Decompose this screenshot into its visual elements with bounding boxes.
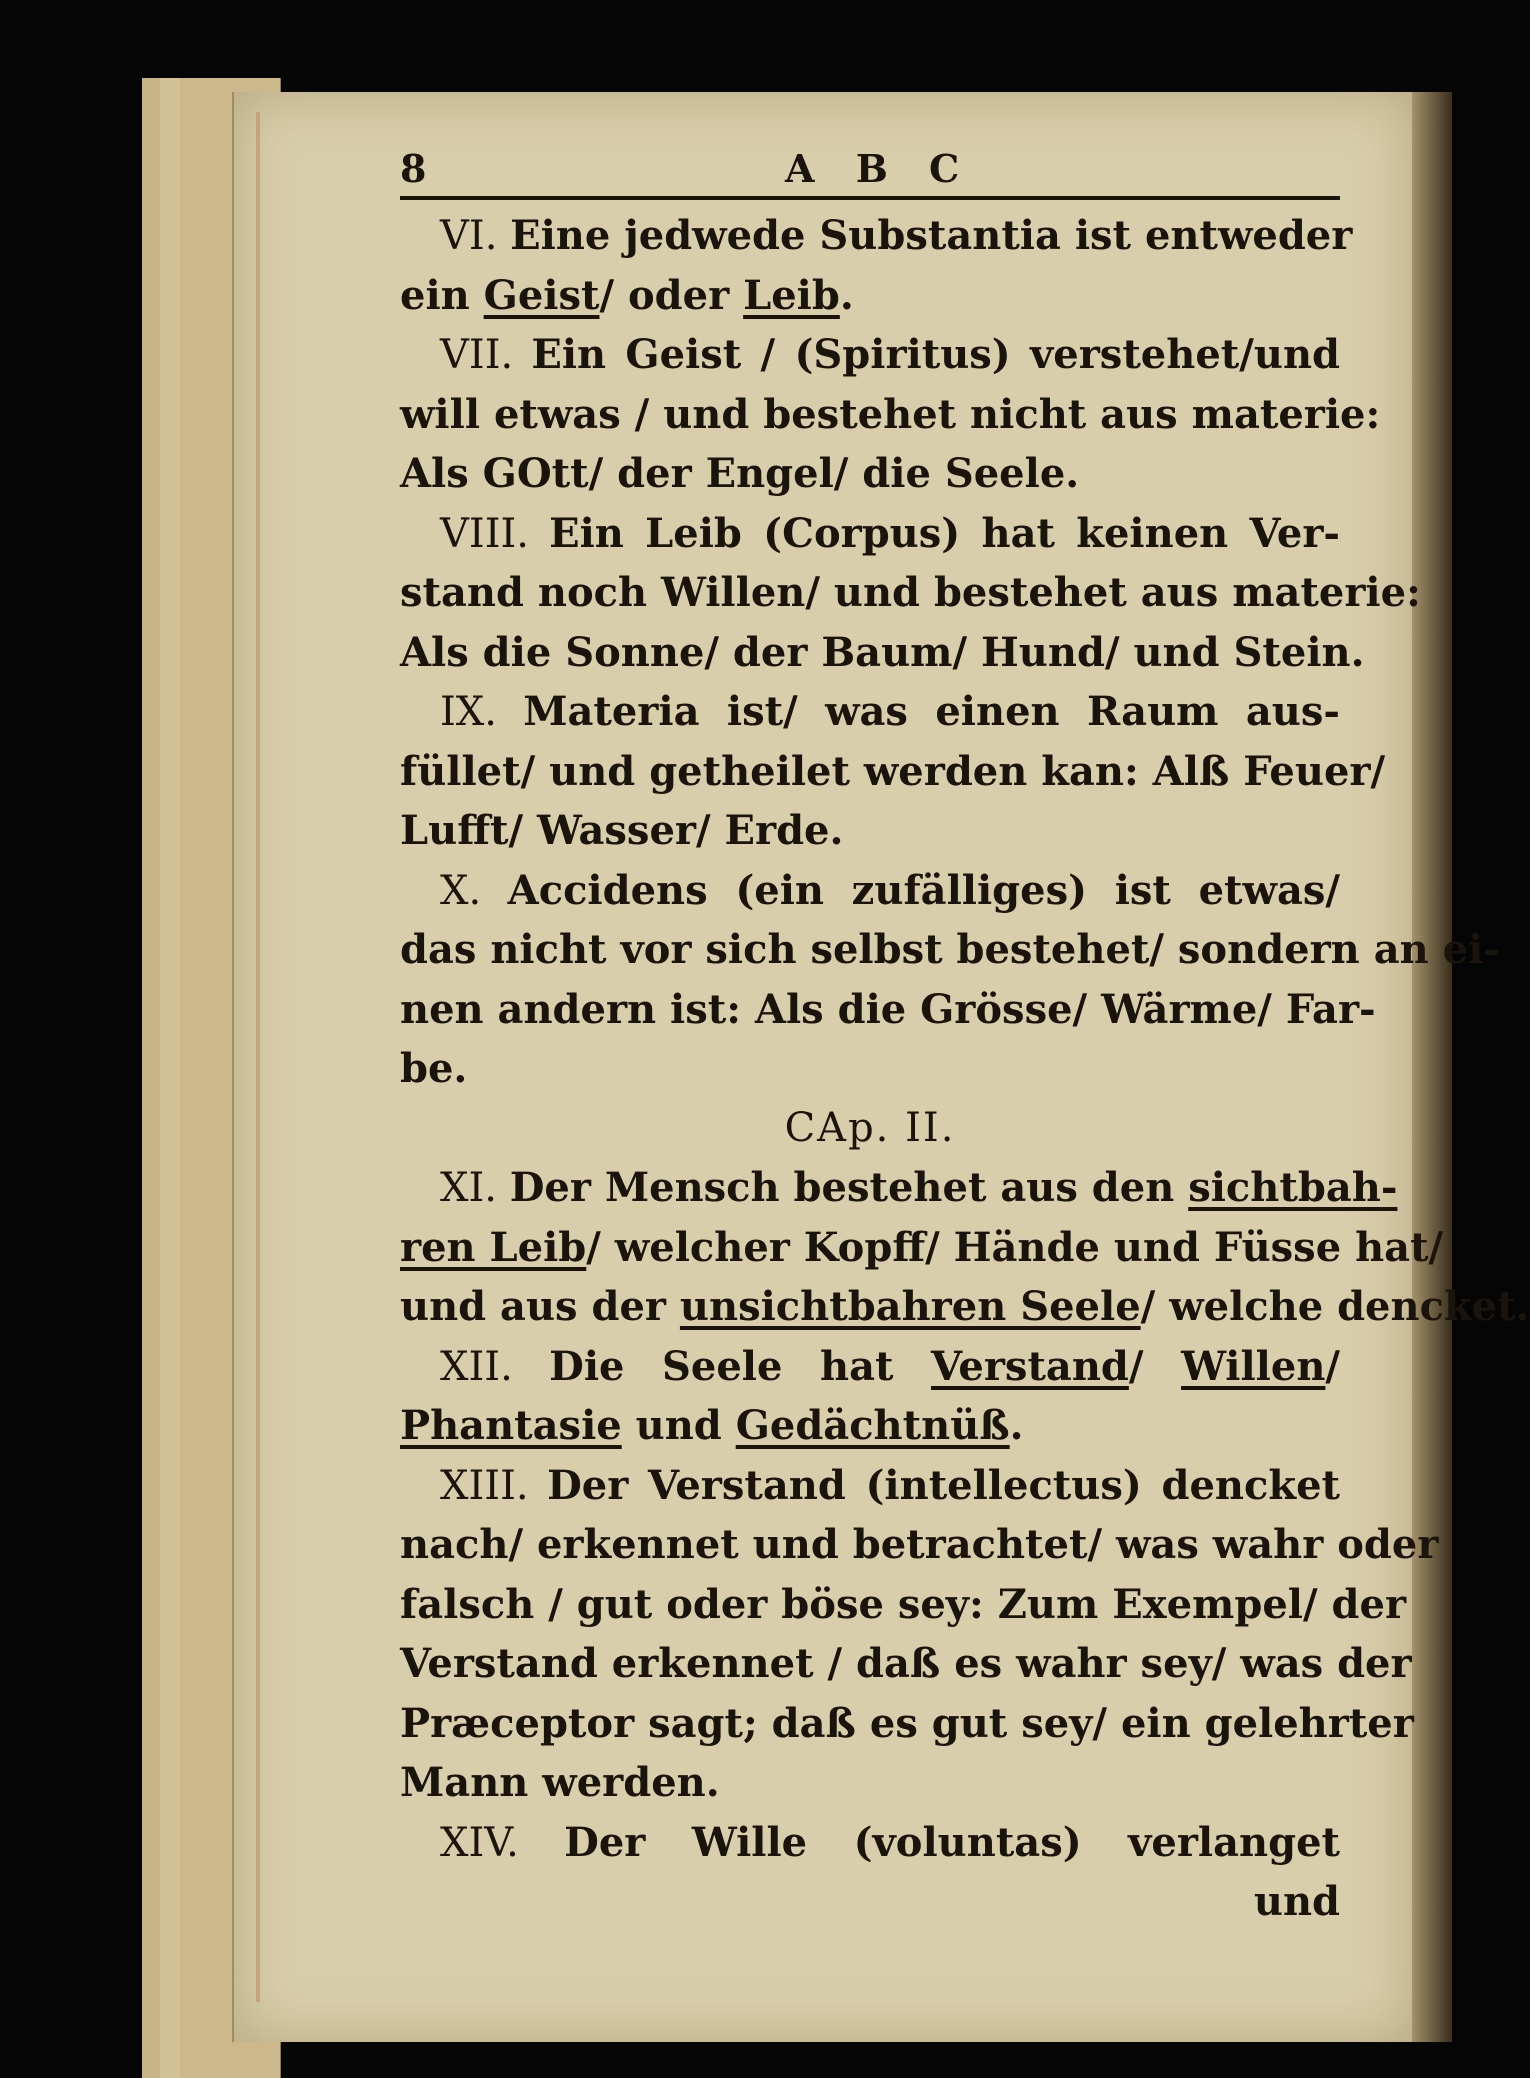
paragraph-number: VIII. <box>440 510 550 557</box>
text-line <box>400 1634 1412 1694</box>
text-segment: Ein Geist / (Spiritus) verstehet/und <box>531 331 1341 378</box>
underlined-text: unsichtbahren Seele <box>679 1283 1141 1330</box>
text-segment: will etwas / und bestehet nicht aus materie: <box>400 390 1381 438</box>
text-segment: Der Wille (voluntas) verlanget <box>564 1818 1340 1866</box>
text-segment: ein <box>400 271 484 319</box>
underlined-text: Leib <box>743 271 840 319</box>
text-line <box>400 1694 1414 1754</box>
chapter-heading <box>400 1099 1340 1159</box>
text-line <box>400 1753 1340 1813</box>
text-segment: . <box>839 271 854 319</box>
text-segment: / <box>1325 1342 1341 1390</box>
text-segment: Lufft/ Wasser/ Erde. <box>400 807 844 854</box>
text-segment: / welche dencket. <box>1140 1283 1530 1330</box>
text-line <box>400 266 1340 326</box>
text-segment: Verstand erkennet / daß es wahr sey/ was der <box>400 1640 1412 1687</box>
text-line <box>400 980 1376 1040</box>
text-line <box>400 1277 1530 1337</box>
paragraph-number: XIII. <box>440 1462 548 1509</box>
body-text <box>400 206 1530 1932</box>
text-segment: / welcher Kopff/ Hände und Füsse hat/ <box>586 1223 1444 1271</box>
text-line <box>400 563 1421 623</box>
text-segment: nach/ erkennet und betrachtet/ was wahr oder <box>400 1521 1439 1568</box>
paragraph-number: X. <box>440 867 508 914</box>
text-segment: Eine jedwede Substantia ist entweder <box>510 212 1353 259</box>
text-segment: stand noch Willen/ und bestehet aus materie: <box>400 569 1421 616</box>
text-line <box>400 1575 1407 1635</box>
text-line <box>400 504 1340 564</box>
paragraph-number: XI. <box>440 1165 510 1211</box>
text-line <box>400 1872 1340 1932</box>
text-segment: und <box>621 1402 736 1449</box>
text-line <box>400 1337 1340 1397</box>
text-segment: Ein Leib (Corpus) hat keinen Ver- <box>549 509 1340 557</box>
underlined-text: Willen <box>1181 1342 1326 1390</box>
paragraph-number: VII. <box>440 332 532 378</box>
text-line <box>400 801 1340 861</box>
text-line <box>400 1158 1398 1218</box>
text-segment: Accidens (ein zufälliges) ist etwas/ <box>507 866 1340 914</box>
text-line <box>400 623 1365 683</box>
text-segment: / <box>1128 1342 1182 1390</box>
text-segment: Der Mensch bestehet aus den <box>509 1164 1189 1211</box>
underlined-text: ren Leib <box>400 1223 587 1271</box>
text-segment: Als GOtt/ der Engel/ die Seele. <box>400 450 1080 497</box>
text-segment: Mann werden. <box>400 1759 720 1806</box>
underlined-text: Gedächtnüß <box>735 1402 1010 1449</box>
text-line <box>400 1218 1444 1278</box>
text-segment: Præceptor sagt; daß es gut sey/ ein gelehrter <box>400 1699 1414 1747</box>
text-segment: falsch / gut oder böse sey: Zum Exempel/ der <box>400 1580 1407 1628</box>
text-segment: und aus der <box>400 1283 680 1330</box>
text-line <box>400 1456 1340 1516</box>
text-line <box>400 444 1340 504</box>
text-segment: das nicht vor sich selbst bestehet/ sondern an ei- <box>400 926 1500 973</box>
text-segment: Als die Sonne/ der Baum/ Hund/ und Stein. <box>400 628 1365 676</box>
text-segment: Die Seele hat <box>549 1342 932 1390</box>
text-line <box>400 1813 1340 1873</box>
underlined-text: Phantasie <box>400 1402 622 1449</box>
text-line <box>400 920 1500 980</box>
text-line <box>400 1039 1340 1099</box>
text-line <box>400 1515 1439 1575</box>
text-segment: nen andern ist: Als die Grösse/ Wärme/ Far- <box>400 985 1376 1033</box>
page-number: 8 <box>400 146 427 191</box>
text-segment: und <box>1253 1878 1340 1925</box>
text-segment: Der Verstand (intellectus) dencket <box>547 1461 1340 1509</box>
paragraph-number: VI. <box>440 213 511 259</box>
underlined-text: Geist <box>483 271 600 319</box>
underlined-text: Verstand <box>931 1342 1129 1390</box>
paragraph-number: XIV. <box>440 1819 565 1866</box>
text-line <box>400 742 1386 802</box>
text-segment: . <box>1009 1402 1024 1449</box>
text-line <box>400 325 1340 385</box>
running-title: A B C <box>785 146 974 191</box>
paragraph-number: XII. <box>440 1343 550 1390</box>
text-segment: CAp. II. <box>784 1104 956 1151</box>
text-line <box>400 206 1353 266</box>
text-line <box>400 861 1340 921</box>
page-content <box>400 140 1530 1932</box>
text-segment: be. <box>400 1045 468 1092</box>
paragraph-number: IX. <box>440 689 524 735</box>
text-segment: / oder <box>599 271 744 319</box>
text-line <box>400 682 1340 742</box>
text-segment: Materia ist/ was einen Raum aus- <box>523 688 1340 735</box>
text-line <box>400 1396 1340 1456</box>
page-header <box>400 140 1340 200</box>
underlined-text: sichtbah- <box>1188 1164 1398 1211</box>
text-line <box>400 385 1381 445</box>
text-segment: füllet/ und getheilet werden kan: Alß Feuer/ <box>400 747 1386 795</box>
